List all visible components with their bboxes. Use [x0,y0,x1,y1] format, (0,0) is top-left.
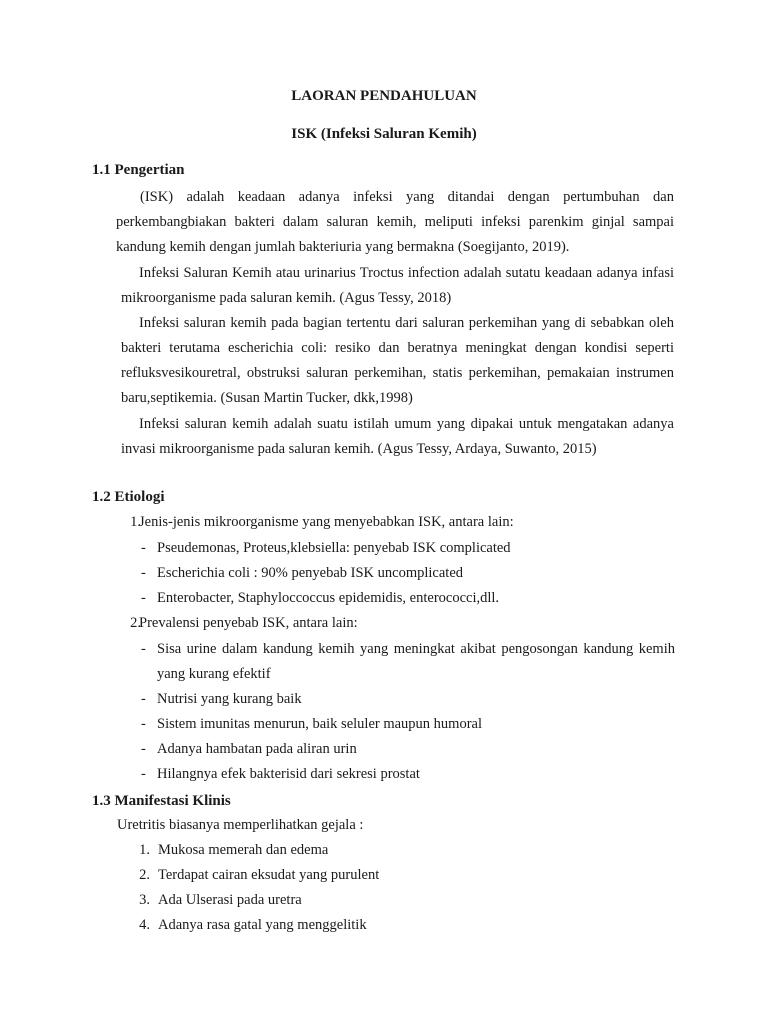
bullet-dash: - [141,565,146,581]
bullet-dash: - [141,540,146,556]
list-item-text: Terdapat cairan eksudat yang purulent [158,867,380,883]
bullet-dash: - [141,766,146,782]
list-number: 2. [130,615,141,631]
list-number: 3. [139,892,150,908]
list-number: 1. [139,842,150,858]
bullet-item [141,712,675,737]
bullet-item [141,737,675,762]
bullet-dash: - [141,641,146,657]
bullet-item [141,687,675,712]
list-item-text: Mukosa memerah dan edema [158,842,329,858]
bullet-text: Enterobacter, Staphyloccoccus epidemidis, enterococci,dll. [157,590,500,606]
paragraph: Infeksi Saluran Kemih atau urinarius Troctus infection adalah sutatu keadaan adanya infasi mikroorganisme pada saluran kemih. (Agus Tessy, 2018) [121,265,674,306]
bullet-text: Hilangnya efek bakterisid dari sekresi prostat [157,766,420,782]
paragraph: Infeksi saluran kemih adalah suatu istilah umum yang dipakai untuk mengatakan adanya invasi mikroorganisme pada saluran kemih. (Agus Tessy, Ardaya, Suwanto, 2015) [121,416,674,457]
section-intro: Uretritis biasanya memperlihatkan gejala : [117,817,364,833]
bullet-item [141,762,675,787]
bullet-item [141,561,675,586]
document-subtitle: ISK (Infeksi Saluran Kemih) [291,126,477,142]
list-item-text: Ada Ulserasi pada uretra [158,892,302,908]
bullet-item [141,536,675,561]
list-number: 4. [139,917,150,933]
section-heading-etiologi: 1.2 Etiologi [92,489,165,505]
bullet-text: Escherichia coli : 90% penyebab ISK uncomplicated [157,565,464,581]
bullet-dash: - [141,590,146,606]
section-heading-pengertian: 1.1 Pengertian [92,162,185,178]
bullet-text: Sistem imunitas menurun, baik seluler maupun humoral [157,716,482,732]
section-heading-manifestasi-klinis: 1.3 Manifestasi Klinis [92,793,231,809]
bullet-dash: - [141,691,146,707]
paragraph: Infeksi saluran kemih pada bagian tertentu dari saluran perkemihan yang di sebabkan oleh bakteri terutama escherichia coli: resiko dan beratnya meningkat dengan kondisi seperti refluksvesikouretral, obstruksi saluran perkemihan, statis perkemihan, pemakaian instrumen baru,septikemia. (Susan Martin Tucker, dkk,1998) [121,315,674,406]
bullet-item [141,637,675,687]
list-item-text: Jenis-jenis mikroorganisme yang menyebabkan ISK, antara lain: [139,514,514,530]
bullet-text: Pseudemonas, Proteus,klebsiella: penyebab ISK complicated [157,540,511,556]
paragraph: (ISK) adalah keadaan adanya infeksi yang ditandai dengan pertumbuhan dan perkembangbiakan bakteri dalam saluran kemih, meliputi infeksi parenkim ginjal sampai kandung kemih dengan jumlah bakteriuria yang bermakna (Soegijanto, 2019). [116,189,674,255]
list-item-text: Prevalensi penyebab ISK, antara lain: [139,615,358,631]
bullet-text: Adanya hambatan pada aliran urin [157,741,357,757]
bullet-item [141,586,675,611]
bullet-dash: - [141,741,146,757]
bullet-text: Nutrisi yang kurang baik [157,691,302,707]
bullet-dash: - [141,716,146,732]
list-number: 1. [130,514,141,530]
list-item-text: Adanya rasa gatal yang menggelitik [158,917,367,933]
bullet-text: Sisa urine dalam kandung kemih yang meningkat akibat pengosongan kandung kemih yang kurang efektif [157,641,675,682]
list-number: 2. [139,867,150,883]
document-title: LAORAN PENDAHULUAN [291,88,477,104]
